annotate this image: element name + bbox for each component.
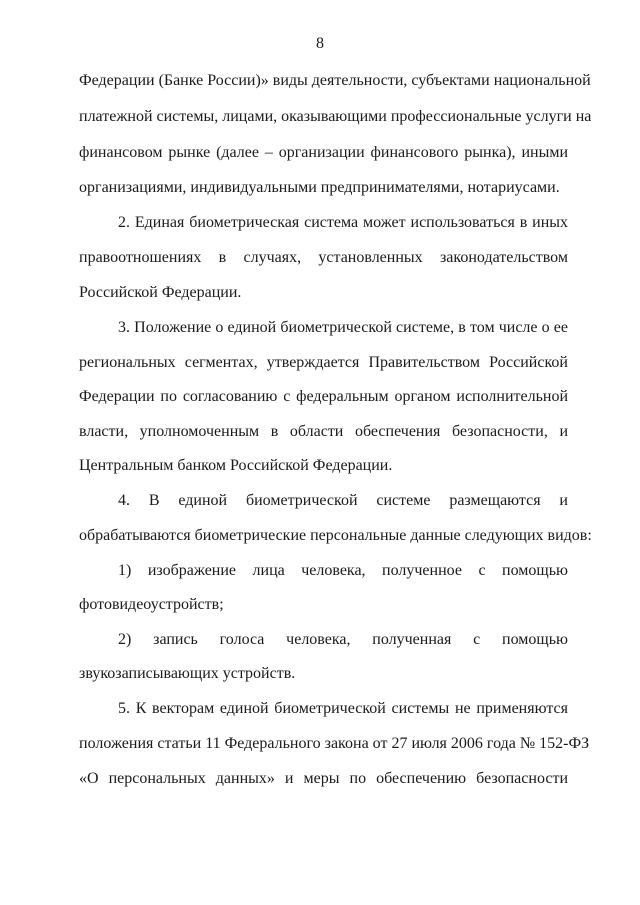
text-line: организациями, индивидуальными предпринимателями, нотариусами.: [79, 179, 560, 196]
text-line: Российской Федерации.: [79, 284, 242, 301]
text-line: обрабатываются биометрические персональные данные следующих видов:: [79, 527, 592, 544]
text-line: 2) запись голоса человека, полученная с помощью: [118, 631, 568, 648]
text-line: Центральным банком Российской Федерации.: [79, 457, 393, 474]
text-line: положения статьи 11 Федерального закона от 27 июля 2006 года № 152-ФЗ: [79, 735, 590, 752]
text-line: правоотношениях в случаях, установленных законодательством: [79, 249, 568, 266]
text-line: 2. Единая биометрическая система может использоваться в иных: [118, 214, 568, 231]
text-line: 1) изображение лица человека, полученное с помощью: [118, 562, 568, 579]
text-line: 3. Положение о единой биометрической системе, в том числе о ее: [118, 319, 568, 336]
text-line: Федерации (Банке России)» виды деятельности, субъектами национальной: [79, 72, 591, 89]
text-line: платежной системы, лицами, оказывающими профессиональные услуги на: [79, 108, 592, 125]
text-line: региональных сегментах, утверждается Правительством Российской: [79, 354, 568, 371]
text-line: Федерации по согласованию с федеральным органом исполнительной: [79, 388, 568, 405]
text-line: звукозаписывающих устройств.: [79, 665, 296, 682]
text-line: 4. В единой биометрической системе размещаются и: [118, 492, 568, 509]
text-line: власти, уполномоченным в области обеспечения безопасности, и: [79, 423, 568, 440]
text-line: «О персональных данных» и меры по обеспечению безопасности: [79, 770, 568, 787]
text-line: финансовом рынке (далее – организации финансового рынка), иными: [79, 144, 568, 161]
text-line: 5. К векторам единой биометрической системы не применяются: [118, 700, 568, 717]
text-line: фотовидеоустройств;: [79, 596, 224, 613]
page-number: 8: [316, 35, 324, 52]
